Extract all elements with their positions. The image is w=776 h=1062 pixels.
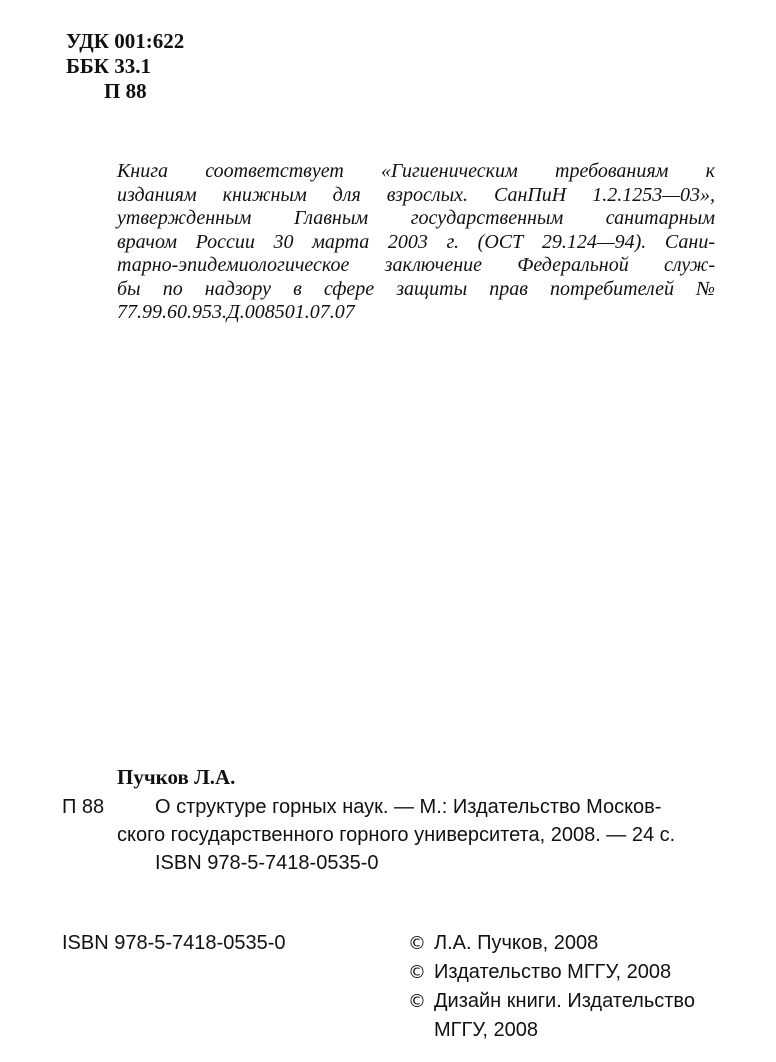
copyright-text: Дизайн книги. Издательство [434,990,695,1012]
copyright-icon: © [408,962,426,983]
footer-isbn: ISBN 978-5-7418-0535-0 [62,932,286,954]
copyright-line [408,987,695,1016]
copyright-continuation: МГГУ, 2008 [434,1019,538,1041]
notice-line: врачом России 30 марта 2003 г. (ОСТ 29.124—94). Сани- [117,230,715,253]
bbk-code: ББК 33.1 [66,54,151,78]
notice-line: тарно-эпидемиологическое заключение Федеральной служ- [117,254,715,276]
bib-title-continuation [117,821,675,849]
udk-code: УДК 001:622 [66,29,185,53]
copyright-line [408,929,695,958]
copyright-text: Издательство МГГУ, 2008 [434,961,672,983]
notice-line: изданиям книжным для взрослых. СанПиН 1.2.1253—03», [117,183,715,206]
notice-line: утвержденным Главным государственным санитарным [117,207,715,229]
notice-line: бы по надзору в сфере защиты прав потребителей № [117,277,715,300]
bib-author: Пучков Л.А. [117,765,236,789]
bib-mark: П 88 [62,796,105,818]
hygiene-notice [117,160,715,325]
copyright-line [408,958,695,987]
author-mark: П 88 [104,79,147,103]
copyright-icon: © [408,991,426,1012]
bib-title-line: О структуре горных наук. — М.: Издательство Москов- [155,796,662,818]
notice-line: 77.99.60.953.Д.008501.07.07 [117,301,355,323]
copyright-block [408,929,695,1044]
bib-isbn: ISBN 978-5-7418-0535-0 [155,852,379,874]
bib-title [155,793,661,821]
bib-title-line: ского государственного горного университета, 2008. — 24 с. [117,824,676,846]
copyright-text: Л.А. Пучков, 2008 [434,932,599,954]
notice-line: Книга соответствует «Гигиеническим требованиям к [117,160,715,182]
copyright-icon: © [408,933,426,954]
